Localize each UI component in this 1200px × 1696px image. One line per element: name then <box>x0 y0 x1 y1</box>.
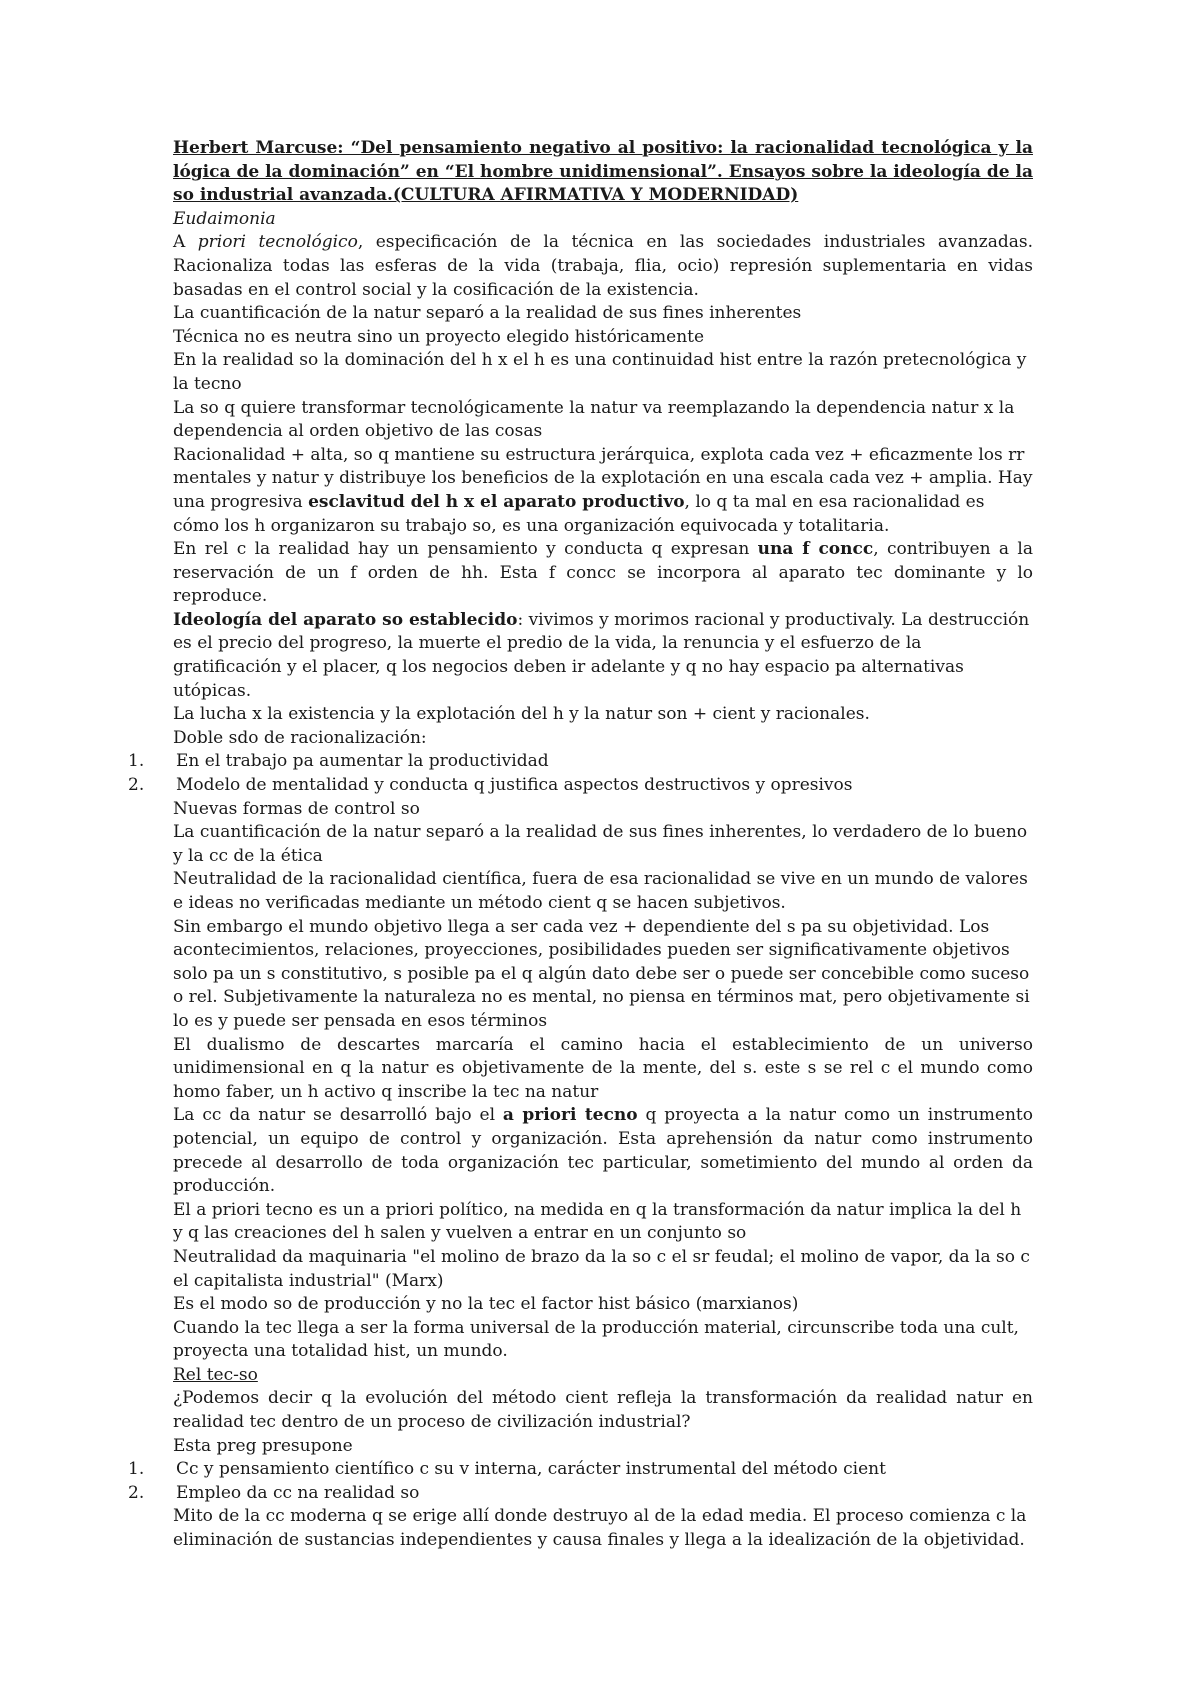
bold-term: Ideología del aparato so establecido <box>173 609 518 630</box>
paragraph-cuando: Cuando la tec llega a ser la forma universal de la producción material, circunscribe toda una cult, proyecta una totalidad hist, un mundo. <box>173 1317 1019 1362</box>
paragraph-lucha: La lucha x la existencia y la explotación del h y la natur son + cient y racionales. <box>173 704 870 725</box>
text-run: La cc da natur se desarrolló bajo el <box>173 1105 503 1126</box>
text-run: , especificación de la técnica en las sociedades industriales avanzadas. Racionaliza todas las esferas de la vida (trabaja, flia, ocio) represión suplementaria en vidas basadas en el control social y la cosificación de la existencia. <box>173 232 1033 300</box>
paragraph-racionalidad <box>173 444 1033 538</box>
text-run: En rel c la realidad hay un pensamiento y conducta q expresan <box>173 539 758 560</box>
eudaimonia-subtitle: Eudaimonia <box>173 208 276 229</box>
paragraph-realidad: En la realidad so la dominación del h x el h es una continuidad hist entre la razón pretecnológica y la tecno <box>173 350 1027 394</box>
paragraph-neutralidad: Neutralidad de la racionalidad científica, fuera de esa racionalidad se vive en un mundo de valores e ideas no verificadas mediante un método cient q se hacen subjetivos. <box>173 869 1028 913</box>
paragraph-mito: Mito de la cc moderna q se erige allí donde destruyo al de la edad media. El proceso comienza c la eliminación de sustancias independientes y causa finales y llega a la idealización de la objetividad. <box>173 1506 1027 1551</box>
section-heading-rel-tec-so: Rel tec-so <box>173 1364 258 1385</box>
list-item <box>128 1482 1033 1506</box>
list-item <box>128 774 1033 798</box>
paragraph-cuantificacion: La cuantificación de la natur separó a la realidad de sus fines inherentes <box>173 303 802 324</box>
paragraph-tecnica: Técnica no es neutra sino un proyecto elegido históricamente <box>173 326 705 347</box>
paragraph-nuevas: Nuevas formas de control so <box>173 798 420 819</box>
list-text: Modelo de mentalidad y conducta q justifica aspectos destructivos y opresivos <box>176 775 853 796</box>
paragraph-en-rel <box>173 538 1033 609</box>
paragraph-ideologia <box>173 609 1033 703</box>
document-title: Herbert Marcuse: “Del pensamiento negativo al positivo: la racionalidad tecnológica y la lógica de la dominación” en “El hombre unidimensional”. Ensayos sobre la ideología de la so industrial avanzada.(CULTURA AFIRMATIVA Y MODERNIDAD) <box>173 138 1033 206</box>
list-text: En el trabajo pa aumentar la productividad <box>176 751 549 772</box>
text-run: : vivimos y morimos racional y productivaly. La destrucción es el precio del progreso, la muerte el predio de la vida, la renuncia y el esfuerzo de la gratificación y el placer, q los negocios deben ir adelante y q no hay espacio pa alternativas utópicas. <box>173 609 1030 701</box>
paragraph-cuantificacion-2: La cuantificación de la natur separó a la realidad de sus fines inherentes, lo verdadero de lo bueno y la cc de la ética <box>173 822 1028 866</box>
paragraph-modo: Es el modo so de producción y no la tec el factor hist básico (marxianos) <box>173 1294 799 1315</box>
paragraph-doble: Doble sdo de racionalización: <box>173 727 427 748</box>
list-item <box>128 1458 1033 1482</box>
numbered-list-racionalizacion <box>128 750 1033 797</box>
list-item <box>128 750 1033 774</box>
bold-term: a priori tecno <box>502 1105 638 1126</box>
paragraph-esta-preg: Esta preg presupone <box>173 1435 353 1456</box>
list-number: 1. <box>128 751 145 772</box>
list-number: 2. <box>128 1482 145 1503</box>
paragraph-apriori-politico: El a priori tecno es un a priori político, na medida en q la transformación da natur implica la del h y q las creaciones del h salen y vuelven a entrar en un conjunto so <box>173 1199 1022 1244</box>
paragraph-apriori <box>173 231 1033 302</box>
document-page <box>128 137 1033 1553</box>
list-text: Cc y pensamiento científico c su v interna, carácter instrumental del método cient <box>176 1459 886 1480</box>
paragraph-maquinaria: Neutralidad da maquinaria "el molino de brazo da la so c el sr feudal; el molino de vapor, da la so c el capitalista industrial" (Marx) <box>173 1246 1030 1291</box>
list-number: 2. <box>128 775 145 796</box>
bold-term: esclavitud del h x el aparato productivo <box>308 491 685 512</box>
paragraph-sin-embargo: Sin embargo el mundo objetivo llega a ser cada vez + dependiente del s pa su objetividad. Los acontecimientos, relaciones, proyecciones, posibilidades pueden ser significativamente objetivos solo pa un s constitutivo, s posible pa el q algún dato debe ser o puede ser concebible como suceso o rel. Subjetivamente la naturaleza no es mental, no piensa en términos mat, pero objetivamente si lo es y puede ser pensada en esos términos <box>173 916 1030 1031</box>
paragraph-podemos: ¿Podemos decir q la evolución del método cient refleja la transformación da realidad natur en realidad tec dentro de un proceso de civilización industrial? <box>173 1388 1033 1433</box>
italic-term: priori tecnológico <box>197 232 358 253</box>
text-run: , contribuyen a la reservación de un f orden de hh. Esta f concc se incorpora al aparato tec dominante y lo reproduce. <box>173 539 1033 607</box>
paragraph-la-cc <box>173 1104 1033 1198</box>
bold-term: una f concc <box>757 539 874 560</box>
numbered-list-presupone <box>128 1458 1033 1505</box>
text-run: , lo q ta mal en esa racionalidad es cómo los h organizaron su trabajo so, es una organización equivocada y totalitaria. <box>173 491 985 536</box>
text-run: Racionalidad + alta, so q mantiene su estructura jerárquica, explota cada vez + eficazmente los rr mentales y natur y distribuye los beneficios de la explotación en una escala cada vez + amplia. Hay una progresiva <box>173 444 1033 512</box>
text-run: A <box>173 232 198 253</box>
paragraph-so-quiere: La so q quiere transformar tecnológicamente la natur va reemplazando la dependencia natur x la dependencia al orden objetivo de las cosas <box>173 397 1015 442</box>
paragraph-dualismo: El dualismo de descartes marcaría el camino hacia el establecimiento de un universo unidimensional en q la natur es objetivamente de la mente, del s. este s se rel c el mundo como homo faber, un h activo q inscribe la tec na natur <box>173 1034 1033 1102</box>
list-text: Empleo da cc na realidad so <box>176 1482 420 1503</box>
list-number: 1. <box>128 1459 145 1480</box>
text-run: q proyecta a la natur como un instrumento potencial, un equipo de control y organización. Esta aprehensión da natur como instrumento precede al desarrollo de toda organización tec particular, sometimiento del mundo al orden da producción. <box>173 1105 1033 1197</box>
